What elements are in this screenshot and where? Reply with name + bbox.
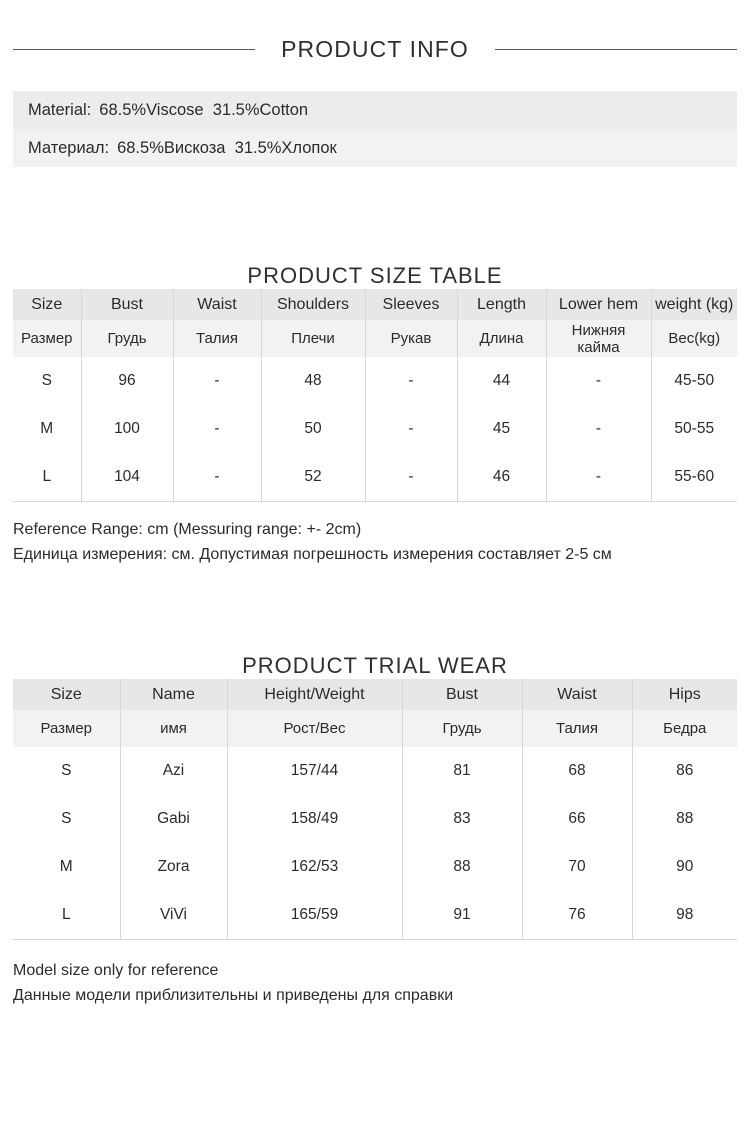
trial-cell: 91 (402, 891, 522, 940)
trial-subheader-cell: Бедра (632, 710, 737, 747)
banner-rule-left (13, 49, 255, 50)
size-cell: 48 (261, 357, 365, 405)
trial-cell: S (13, 747, 120, 795)
trial-table-header-ru (13, 710, 737, 747)
size-subheader-cell: Вес(kg) (651, 320, 737, 357)
material-label-en: Material: (28, 100, 92, 119)
size-cell: 44 (457, 357, 546, 405)
size-cell: 45 (457, 405, 546, 453)
trial-cell: 83 (402, 795, 522, 843)
size-cell: - (546, 357, 651, 405)
size-cell: 96 (81, 357, 173, 405)
trial-cell: 68 (522, 747, 632, 795)
trial-cell: 98 (632, 891, 737, 940)
size-table-wrap (13, 289, 737, 502)
trial-cell: 162/53 (227, 843, 402, 891)
trial-header-cell: Hips (632, 679, 737, 710)
size-header-cell: Length (457, 289, 546, 320)
size-cell: - (365, 357, 457, 405)
table-row (13, 405, 737, 453)
size-header-cell: weight (kg) (651, 289, 737, 320)
size-table-header-ru (13, 320, 737, 357)
trial-cell: M (13, 843, 120, 891)
trial-cell: Azi (120, 747, 227, 795)
size-cell: 50 (261, 405, 365, 453)
table-row (13, 453, 737, 502)
table-row (13, 795, 737, 843)
size-cell: - (546, 405, 651, 453)
size-cell: 52 (261, 453, 365, 502)
trial-cell: S (13, 795, 120, 843)
material-value-ru: 68.5%Вискоза 31.5%Хлопок (117, 138, 337, 157)
size-note-ru: Единица измерения: см. Допустимая погрешность измерения составляет 2-5 см (13, 546, 612, 563)
material-label-ru: Материал: (28, 138, 110, 157)
table-row (13, 747, 737, 795)
product-info-banner (0, 37, 750, 61)
trial-cell: 76 (522, 891, 632, 940)
trial-cell: Gabi (120, 795, 227, 843)
trial-header-cell: Waist (522, 679, 632, 710)
trial-subheader-cell: имя (120, 710, 227, 747)
size-table-header-en (13, 289, 737, 320)
size-table (13, 289, 737, 502)
trial-wear-title: PRODUCT TRIAL WEAR (242, 653, 508, 678)
size-subheader-cell: Плечи (261, 320, 365, 357)
trial-subheader-cell: Грудь (402, 710, 522, 747)
size-cell: L (13, 453, 81, 502)
trial-cell: Zora (120, 843, 227, 891)
size-subheader-cell: Рукав (365, 320, 457, 357)
size-cell: 104 (81, 453, 173, 502)
material-block (13, 91, 737, 167)
trial-cell: 66 (522, 795, 632, 843)
product-info-page (0, 37, 750, 1124)
trial-cell: ViVi (120, 891, 227, 940)
size-table-title: PRODUCT SIZE TABLE (247, 263, 503, 288)
trial-wear-notes (13, 958, 737, 1008)
trial-table-wrap (13, 679, 737, 940)
size-cell: - (365, 405, 457, 453)
trial-cell: 88 (402, 843, 522, 891)
trial-note-ru: Данные модели приблизительны и приведены для справки (13, 987, 454, 1004)
size-cell: M (13, 405, 81, 453)
trial-cell: 88 (632, 795, 737, 843)
size-subheader-cell: Размер (13, 320, 81, 357)
trial-cell: L (13, 891, 120, 940)
size-cell: - (173, 453, 261, 502)
size-cell: 100 (81, 405, 173, 453)
size-header-cell: Sleeves (365, 289, 457, 320)
size-cell: S (13, 357, 81, 405)
trial-table-header-en (13, 679, 737, 710)
size-header-cell: Lower hem (546, 289, 651, 320)
banner-rule-right (495, 49, 737, 50)
table-row (13, 843, 737, 891)
material-value-en: 68.5%Viscose 31.5%Cotton (99, 100, 309, 119)
size-table-notes (13, 517, 737, 567)
material-row-ru (13, 129, 737, 167)
trial-cell: 86 (632, 747, 737, 795)
size-cell: - (546, 453, 651, 502)
trial-note-en: Model size only for reference (13, 962, 219, 979)
size-cell: 46 (457, 453, 546, 502)
trial-cell: 157/44 (227, 747, 402, 795)
table-row (13, 357, 737, 405)
trial-cell: 90 (632, 843, 737, 891)
size-note-en: Reference Range: cm (Messuring range: +- 2cm) (13, 521, 362, 538)
size-header-cell: Size (13, 289, 81, 320)
trial-header-cell: Size (13, 679, 120, 710)
size-subheader-cell: Грудь (81, 320, 173, 357)
trial-cell: 165/59 (227, 891, 402, 940)
trial-cell: 70 (522, 843, 632, 891)
size-cell: - (365, 453, 457, 502)
size-subheader-cell: Нижняя кайма (546, 320, 651, 357)
trial-cell: 81 (402, 747, 522, 795)
trial-cell: 158/49 (227, 795, 402, 843)
size-cell: - (173, 405, 261, 453)
size-subheader-cell: Длина (457, 320, 546, 357)
trial-subheader-cell: Рост/Вес (227, 710, 402, 747)
trial-header-cell: Height/Weight (227, 679, 402, 710)
size-header-cell: Bust (81, 289, 173, 320)
size-cell: 50-55 (651, 405, 737, 453)
trial-wear-table (13, 679, 737, 940)
size-cell: 45-50 (651, 357, 737, 405)
table-row (13, 891, 737, 940)
trial-header-cell: Bust (402, 679, 522, 710)
size-header-cell: Shoulders (261, 289, 365, 320)
banner-title-text: PRODUCT INFO (281, 35, 469, 62)
size-cell: - (173, 357, 261, 405)
size-subheader-cell: Талия (173, 320, 261, 357)
trial-subheader-cell: Талия (522, 710, 632, 747)
size-cell: 55-60 (651, 453, 737, 502)
trial-subheader-cell: Размер (13, 710, 120, 747)
size-header-cell: Waist (173, 289, 261, 320)
trial-header-cell: Name (120, 679, 227, 710)
material-row-en (13, 91, 737, 129)
